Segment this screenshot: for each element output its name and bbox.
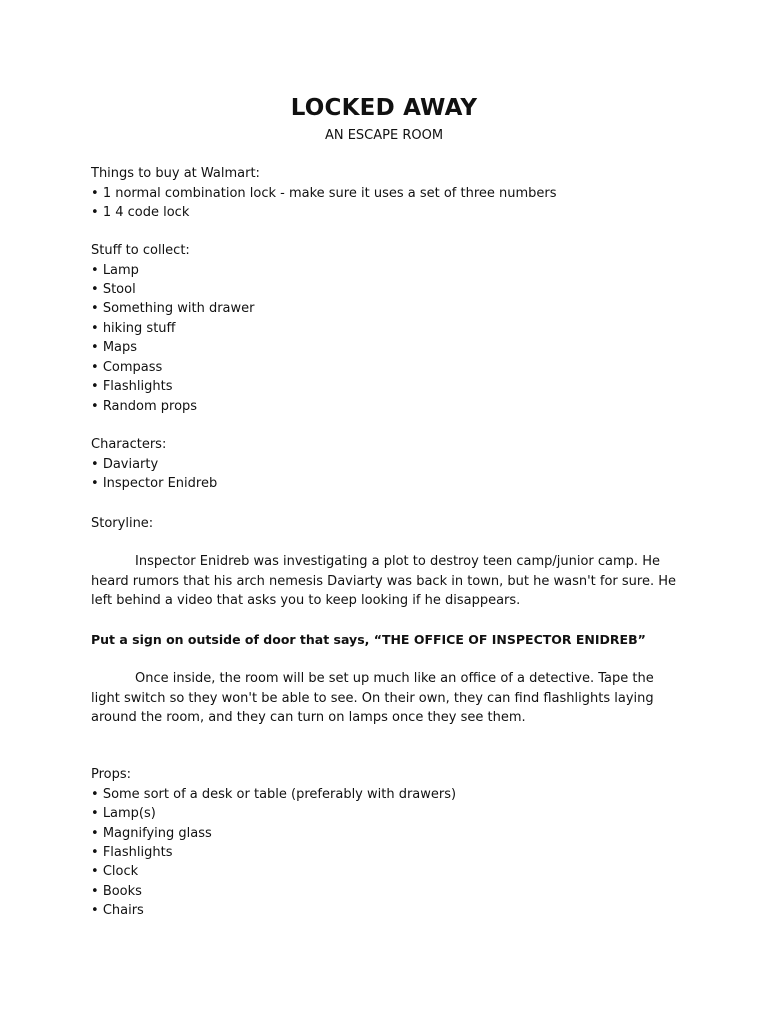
collect-item: • Maps xyxy=(91,338,137,357)
collect-item: • Flashlights xyxy=(91,377,172,396)
collect-item: • Random props xyxy=(91,397,197,416)
collect-item: • Compass xyxy=(91,358,162,377)
walmart-item: • 1 4 code lock xyxy=(91,203,189,222)
props-item: • Some sort of a desk or table (preferably with drawers) xyxy=(91,785,456,804)
props-item: • Lamp(s) xyxy=(91,804,156,823)
collect-heading: Stuff to collect: xyxy=(91,243,190,258)
props-item: • Magnifying glass xyxy=(91,824,212,843)
character-item: • Inspector Enidreb xyxy=(91,474,217,493)
character-item: • Daviarty xyxy=(91,455,158,474)
collect-item: • Something with drawer xyxy=(91,299,255,318)
storyline-paragraph: Inspector Enidreb was investigating a plot to destroy teen camp/junior camp. He heard rumors that his arch nemesis Daviarty was back in town, but he wasn't for sure. He left behind a video that asks you to keep looking if he disappears. xyxy=(91,554,677,608)
props-item: • Clock xyxy=(91,862,138,881)
storyline-paragraph: Once inside, the room will be set up much like an office of a detective. Tape the light switch so they won't be able to see. On their own, they can find flashlights laying around the room, and they can turn on lamps once they see them. xyxy=(91,671,654,725)
storyline-heading: Storyline: xyxy=(91,516,154,531)
document-title: LOCKED AWAY xyxy=(290,95,478,121)
document-subtitle: AN ESCAPE ROOM xyxy=(324,128,444,143)
collect-item: • Stool xyxy=(91,280,136,299)
collect-item: • hiking stuff xyxy=(91,319,176,338)
walmart-item: • 1 normal combination lock - make sure it uses a set of three numbers xyxy=(91,184,557,203)
props-item: • Chairs xyxy=(91,901,144,920)
sign-note: Put a sign on outside of door that says, “THE OFFICE OF INSPECTOR ENIDREB” xyxy=(91,632,646,647)
collect-item: • Lamp xyxy=(91,261,139,280)
characters-heading: Characters: xyxy=(91,437,167,452)
props-item: • Books xyxy=(91,882,142,901)
walmart-heading: Things to buy at Walmart: xyxy=(91,166,260,181)
props-item: • Flashlights xyxy=(91,843,172,862)
props-heading: Props: xyxy=(91,767,132,782)
